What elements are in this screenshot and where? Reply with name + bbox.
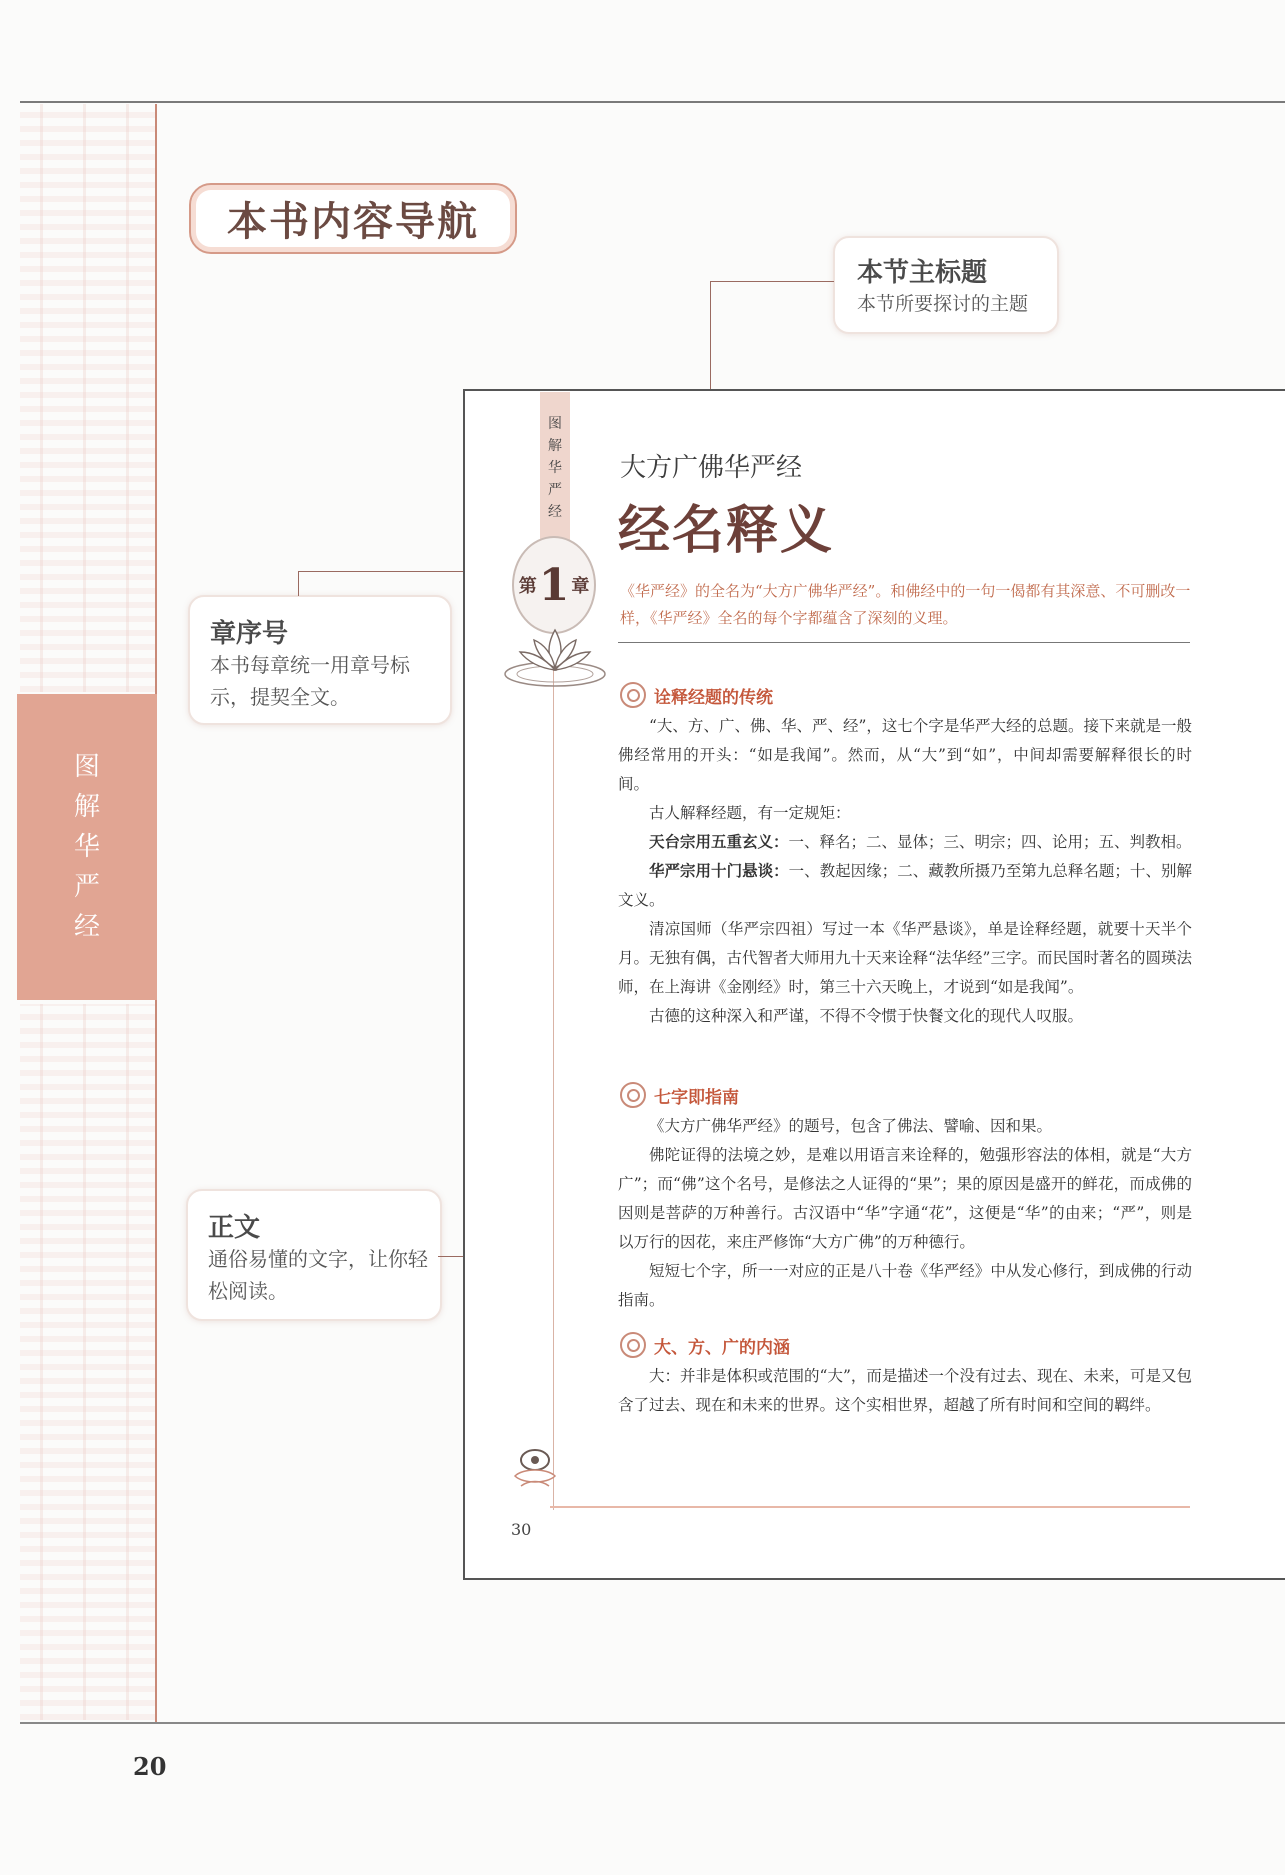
callout-main-title-heading: 本节主标题 — [857, 258, 988, 288]
wheel-icon — [620, 1332, 646, 1358]
lotus-icon — [500, 622, 610, 692]
chapter-badge-number: 1 — [538, 559, 570, 611]
paragraph: 大：并非是体积或范围的“大”，而是描述一个没有过去、现在、未来，可是又包含了过去、现在和未来的世界。这个实相世界，超越了所有时间和空间的羁绊。 — [618, 1367, 1192, 1414]
page-number: 20 — [133, 1752, 167, 1781]
callout-chapter-number — [188, 595, 452, 725]
section-heading-1-text: 诠释经题的传统 — [654, 687, 773, 708]
intro-divider — [618, 642, 1190, 643]
section-heading-1 — [620, 682, 773, 708]
top-rule — [20, 101, 1285, 103]
section-subtitle: 大方广佛华严经 — [620, 453, 803, 483]
paragraph: 《大方广佛华严经》的题号，包含了佛法、譬喻、因和果。 — [649, 1117, 1053, 1135]
paragraph — [618, 828, 1192, 857]
nav-title: 本书内容导航 — [227, 198, 479, 245]
chapter-badge-suffix: 章 — [571, 576, 590, 597]
paragraph: 清凉国师（华严宗四祖）写过一本《华严悬谈》，单是诠释经题，就要十天半个月。无独有偶，古代智者大师用九十天来诠释“法华经”三字。而民国时著名的圆瑛法师，在上海讲《金刚经》时，第三十六天晚上，才说到“如是我闻”。 — [618, 920, 1192, 996]
section-heading-2 — [620, 1082, 739, 1108]
chapter-badge — [512, 536, 596, 634]
paragraph-label: 华严宗用十门悬谈： — [649, 862, 789, 880]
wheel-icon — [620, 682, 646, 708]
ornament-icon — [505, 1438, 565, 1498]
side-tab — [17, 694, 157, 1000]
paragraph: 佛陀证得的法境之妙，是难以用语言来诠释的，勉强形容法的体相，就是“大方广”；而“佛”这个名号，是修法之人证得的“果”；果的原因是盛开的鲜花，而成佛的因则是菩萨的万种善行。古汉语中“华”字通“花”，这便是“华”的由来；“严”，则是以万行的因花，来庄严修饰“大方广佛”的万种德行。 — [618, 1146, 1192, 1251]
paragraph: 古人解释经题，有一定规矩： — [649, 804, 851, 822]
calligraphy-strip-top — [20, 104, 155, 692]
callout-main-title — [833, 236, 1059, 334]
side-tab-label: 图解华严经 — [73, 752, 100, 942]
paragraph: 短短七个字，所一一对应的正是八十卷《华严经》中从发心修行，到成佛的行动指南。 — [618, 1262, 1192, 1309]
inner-side-tab-label: 图解华严经 — [548, 416, 562, 520]
paragraph: 古德的这种深入和严谨，不得不令惯于快餐文化的现代人叹服。 — [649, 1007, 1084, 1025]
callout-body-text-heading: 正文 — [208, 1213, 261, 1243]
inner-bottom-rule — [550, 1506, 1190, 1508]
wheel-icon — [620, 1082, 646, 1108]
section-1-body — [618, 712, 1192, 1031]
callout-chapter-number-heading: 章序号 — [210, 619, 289, 649]
bottom-frame-rule — [20, 1722, 1285, 1724]
connector-chapter-v — [298, 571, 299, 596]
callout-main-title-desc: 本节所要探讨的主题 — [857, 293, 1029, 315]
paragraph-label: 天台宗用五重玄义： — [649, 833, 789, 851]
callout-chapter-number-desc: 本书每章统一用章号标示，提契全文。 — [210, 653, 410, 709]
chapter-badge-prefix: 第 — [518, 576, 537, 597]
section-intro: 《华严经》的全名为“大方广佛华严经”。和佛经中的一句一偈都有其深意、不可删改一样，《华严经》全名的每个字都蕴含了深刻的义理。 — [620, 582, 1191, 627]
paragraph — [618, 857, 1192, 915]
nav-title-pill — [189, 183, 517, 254]
calligraphy-strip-bottom — [20, 1004, 155, 1720]
section-2-body — [618, 1112, 1192, 1315]
callout-body-text — [186, 1189, 442, 1321]
section-title: 经名释义 — [618, 500, 835, 561]
section-3-body — [618, 1362, 1192, 1420]
connector-main-title-h — [710, 281, 834, 282]
section-heading-2-text: 七字即指南 — [654, 1087, 739, 1108]
section-heading-3-text: 大、方、广的内涵 — [654, 1337, 790, 1358]
callout-body-text-desc: 通俗易懂的文字，让你轻松阅读。 — [208, 1247, 428, 1303]
inner-page-number: 30 — [511, 1520, 532, 1539]
inner-side-tab — [540, 392, 570, 544]
paragraph: “大、方、广、佛、华、严、经”，这七个字是华严大经的总题。接下来就是一般佛经常用的开头：“如是我闻”。然而，从“大”到“如”，中间却需要解释很长的时间。 — [618, 717, 1192, 793]
paragraph-text: 一、释名；二、显体；三、明宗；四、论用；五、判教相。 — [788, 833, 1192, 851]
paragraph-text: 一、教起因缘；二、藏教所摄乃至第九总释名题；十、别解文义。 — [618, 862, 1192, 909]
section-heading-3 — [620, 1332, 790, 1358]
